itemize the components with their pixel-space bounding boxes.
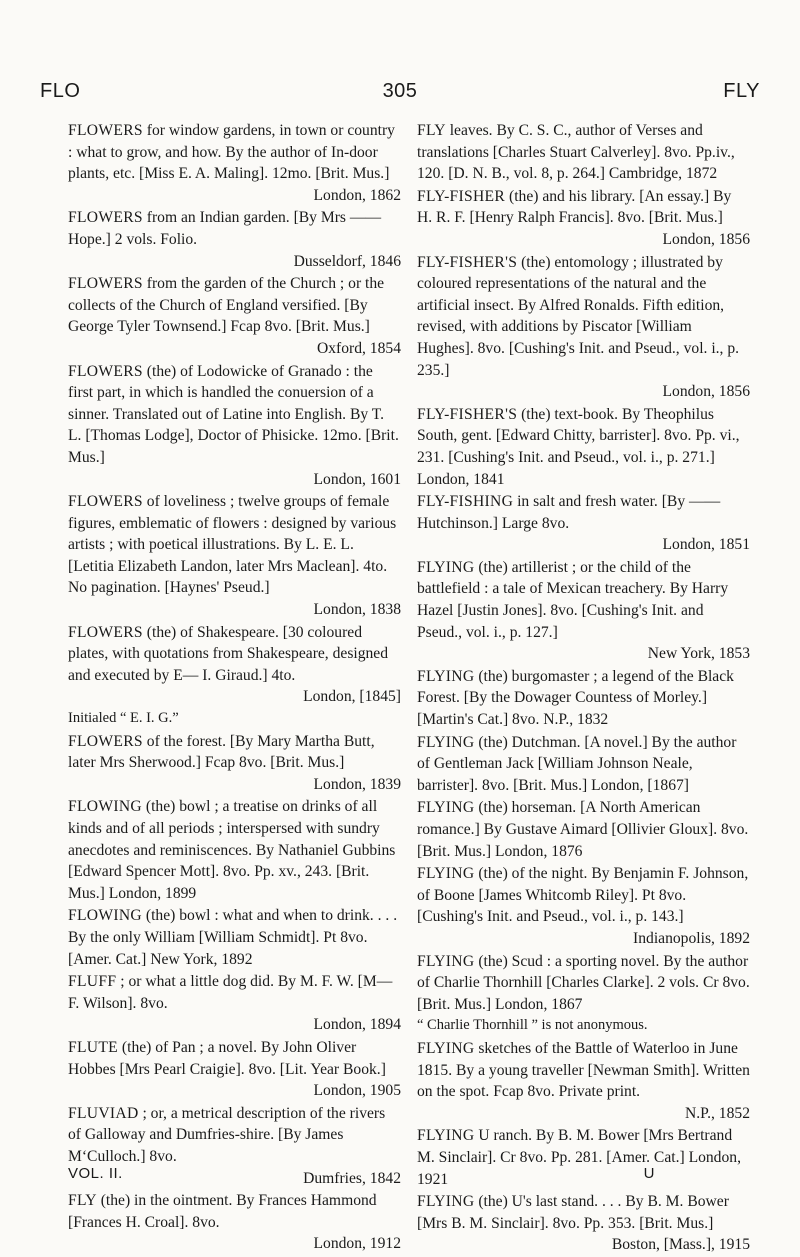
entry-headword: FLYING: [417, 865, 475, 883]
bibliography-entry: [68, 1190, 401, 1255]
entry-imprint: N.P., 1852: [685, 1104, 750, 1122]
entry-imprint: London, 1838: [313, 601, 401, 619]
entry-imprint: London, 1856: [662, 230, 750, 248]
entry-headword: FLOWERS: [68, 493, 143, 511]
entry-headword: FLY: [417, 122, 446, 139]
entry-headword: FLY: [68, 1192, 97, 1210]
entry-headword: FLUVIAD: [68, 1104, 139, 1122]
page-footer: [68, 1165, 655, 1182]
entry-description: (the) entomology ; illustrated by coloured representations of the natural and the artificial insect. By Alfred Ronalds. Fifth edition, revised, with additions by Piscator [William Hughes]. 8vo. [Cushing's Init. and Pseud., vol. i., p. 235.]: [417, 253, 740, 379]
entry-headword: FLYING: [417, 558, 475, 576]
entry-imprint: London, 1839: [313, 775, 401, 793]
bibliography-entry: [68, 273, 401, 359]
bibliography-entry: [68, 120, 401, 206]
entry-headword: FLYING: [417, 1039, 475, 1057]
entry-imprint: London, 1862: [313, 186, 401, 204]
entry-description: (the) bowl : what and when to drink. . . . By the only William [William Schmidt]. Pt 8vo. [Amer. Cat.] New York, 1892: [68, 907, 398, 968]
bibliography-entry: [417, 797, 750, 862]
entry-headword: FLYING: [417, 952, 475, 970]
entry-description: (the) of Pan ; a novel. By John Oliver Hobbes [Mrs Pearl Craigie]. 8vo. [Lit. Year Book.]: [68, 1038, 386, 1078]
entry-description: (the) artillerist ; or the child of the battlefield : a tale of Mexican treachery. By Harry Hazel [Justin Jones]. 8vo. [Cushing's Init. and Pseud., vol. i., p. 127.]: [417, 558, 729, 641]
bibliography-entry: [417, 1191, 750, 1256]
entry-headword: FLOWERS: [68, 623, 143, 641]
entry-headword: FLY-FISHING: [417, 493, 514, 511]
volume-signature: VOL. II.: [68, 1165, 123, 1182]
entry-imprint: New York, 1853: [647, 645, 750, 663]
bibliography-entry: [68, 361, 401, 491]
entry-description: (the) Scud : a sporting novel. By the author of Charlie Thornhill [Charles Clarke]. 2 vols. Cr 8vo. [Brit. Mus.] London, 1867: [417, 952, 750, 1013]
entry-headword: FLYING: [417, 733, 475, 751]
entry-description: (the) burgomaster ; a legend of the Black Forest. [By the Dowager Countess of Morley.] [Martin's Cat.] 8vo. N.P., 1832: [417, 667, 734, 729]
bibliography-entry: [417, 186, 750, 251]
entry-note: Initialed “ E. I. G.”: [68, 710, 179, 727]
entry-note: “ Charlie Thornhill ” is not anonymous.: [417, 1017, 648, 1034]
entry-headword: FLYING: [417, 1127, 475, 1145]
header-left-catchword: FLO: [40, 80, 81, 102]
entry-description: (the) of the night. By Benjamin F. Johnson, of Boone [James Whitcomb Riley]. Pt 8vo. [Cushing's Init. and Pseud., vol. i., p. 143.]: [417, 865, 749, 926]
entry-imprint: London, 1856: [662, 383, 750, 401]
entry-headword: FLY-FISHER'S: [417, 253, 518, 271]
entry-description: (the) in the ointment. By Frances Hammond [Frances H. Croal]. 8vo.: [68, 1192, 377, 1231]
entry-description: of the forest. [By Mary Martha Butt, later Mrs Sherwood.] Fcap 8vo. [Brit. Mus.]: [68, 732, 375, 772]
entry-imprint: London, 1601: [313, 470, 401, 488]
bibliography-entry: [68, 1037, 401, 1102]
header-right-catchword: FLY: [723, 80, 760, 102]
entry-description: in salt and fresh water. [By —— Hutchinson.] Large 8vo.: [417, 493, 721, 532]
entry-description: from the garden of the Church ; or the collects of the Church of England versified. [By George Tyler Townsend.] Fcap 8vo. [Brit. Mus.]: [68, 275, 385, 336]
bibliography-entry: [68, 971, 401, 1036]
entry-imprint: London, 1851: [662, 536, 750, 554]
entry-headword: FLOWERS: [68, 732, 143, 750]
bibliography-entry: [417, 732, 750, 797]
gathering-signature: U: [643, 1165, 655, 1182]
entry-headword: FLOWERS: [68, 362, 143, 380]
bibliography-entry: [417, 404, 750, 490]
entry-description: (the) Dutchman. [A novel.] By the author of Gentleman Jack [William Johnson Neale, barrister]. 8vo. [Brit. Mus.] London, [1867]: [417, 733, 737, 794]
entry-headword: FLYING: [417, 799, 475, 817]
entry-headword: FLY-FISHER: [417, 187, 506, 205]
entry-description: (the) of Shakespeare. [30 coloured plates, with quotations from Shakespeare, designed and executed by E— I. Giraud.] 4to.: [68, 623, 389, 684]
bibliography-entry: [68, 905, 401, 970]
entry-description: of loveliness ; twelve groups of female figures, emblematic of flowers : designed by various artists ; with poetical illustrations. By L. E. L. [Letitia Elizabeth Landon, later Mrs Maclean]. 4to. No pagination. [Haynes' Pseud.]: [68, 493, 397, 597]
entry-headword: FLUFF: [68, 973, 117, 991]
entry-imprint: Oxford, 1854: [316, 339, 401, 357]
entry-headword: FLOWING: [68, 798, 142, 816]
entry-description: (the) text-book. By Theophilus South, gent. [Edward Chitty, barrister]. 8vo. Pp. vi., 231. [Cushing's Init. and Pseud., vol. i., p. 271.] London, 1841: [417, 405, 740, 488]
bibliography-entry: [417, 951, 750, 1037]
left-column: [68, 120, 401, 1256]
entry-description: (the) bowl ; a treatise on drinks of all kinds and of all periods ; interspersed with sundry anecdotes and reminiscences. By Nathaniel Gubbins [Edward Spencer Mott]. 8vo. Pp. xv., 243. [Brit. Mus.] London, 1899: [68, 798, 396, 902]
entry-headword: FLOWERS: [68, 122, 143, 139]
right-column: [417, 120, 750, 1257]
bibliography-entry: [417, 120, 750, 185]
entry-imprint: Indianopolis, 1892: [633, 929, 750, 947]
entry-imprint: Dumfries, 1842: [303, 1169, 401, 1187]
entry-imprint: Dusseldorf, 1846: [293, 252, 401, 270]
entry-description: (the) horseman. [A North American romance.] By Gustave Aimard [Ollivier Gloux]. 8vo. [Brit. Mus.] London, 1876: [417, 799, 749, 860]
page-number: 305: [382, 80, 418, 102]
running-header: [40, 80, 760, 112]
entry-description: from an Indian garden. [By Mrs —— Hope.] 2 vols. Folio.: [68, 209, 382, 248]
entry-headword: FLYING: [417, 667, 475, 685]
entry-description: (the) of Lodowicke of Granado : the first part, in which is handled the conuersion of a sinner. Translated out of Latine into English. By T. L. [Thomas Lodge], Doctor of Phisicke. 12mo. [Brit. Mus.]: [68, 362, 399, 466]
entry-description: for window gardens, in town or country : what to grow, and how. By the author of In-door plants, etc. [Miss E. A. Maling]. 12mo. [Brit. Mus.]: [68, 122, 395, 183]
bibliography-entry: [417, 863, 750, 949]
bibliography-entry: [68, 731, 401, 796]
bibliography-entry: [68, 491, 401, 621]
entry-description: ; or what a little dog did. By M. F. W. [M— F. Wilson]. 8vo.: [68, 973, 393, 1012]
entry-headword: FLY-FISHER'S: [417, 405, 518, 423]
bibliography-entry: [417, 491, 750, 556]
entry-headword: FLUTE: [68, 1038, 119, 1056]
entry-headword: FLOWERS: [68, 275, 143, 293]
entry-description: (the) U's last stand. . . . By B. M. Bower [Mrs B. M. Sinclair]. 8vo. Pp. 353. [Brit. Mus.]: [417, 1193, 729, 1232]
bibliography-entry: [417, 252, 750, 403]
entry-description: U ranch. By B. M. Bower [Mrs Bertrand M. Sinclair]. Cr 8vo. Pp. 281. [Amer. Cat.] London, 1921: [417, 1127, 741, 1188]
bibliography-entry: [68, 622, 401, 730]
entry-description: leaves. By C. S. C., author of Verses and translations [Charles Stuart Calverley]. 8vo. Pp.iv., 120. [D. N. B., vol. 8, p. 264.] Cambridge, 1872: [417, 122, 735, 183]
bibliography-entry: [68, 207, 401, 272]
entry-imprint: London, 1894: [313, 1016, 401, 1034]
entry-imprint: London, 1912: [313, 1235, 401, 1253]
entry-imprint: Boston, [Mass.], 1915: [611, 1236, 750, 1254]
bibliography-entry: [68, 796, 401, 904]
bibliography-entry: [417, 1038, 750, 1124]
bibliography-entry: [417, 666, 750, 731]
entry-headword: FLOWERS: [68, 209, 143, 227]
bibliography-entry: [417, 557, 750, 665]
entry-imprint: London, [1845]: [303, 688, 401, 706]
entry-description: sketches of the Battle of Waterloo in June 1815. By a young traveller [Newman Smith]. Written on the spot. Fcap 8vo. Private print.: [417, 1039, 750, 1101]
entry-headword: FLOWING: [68, 907, 142, 925]
entry-headword: FLYING: [417, 1193, 475, 1211]
entry-description: (the) and his library. [An essay.] By H. R. F. [Henry Ralph Francis]. 8vo. [Brit. Mus.]: [417, 187, 732, 227]
entry-imprint: London, 1905: [313, 1082, 401, 1100]
entry-description: ; or, a metrical description of the rivers of Galloway and Dumfries-shire. [By James M‘Culloch.] 8vo.: [68, 1104, 386, 1165]
